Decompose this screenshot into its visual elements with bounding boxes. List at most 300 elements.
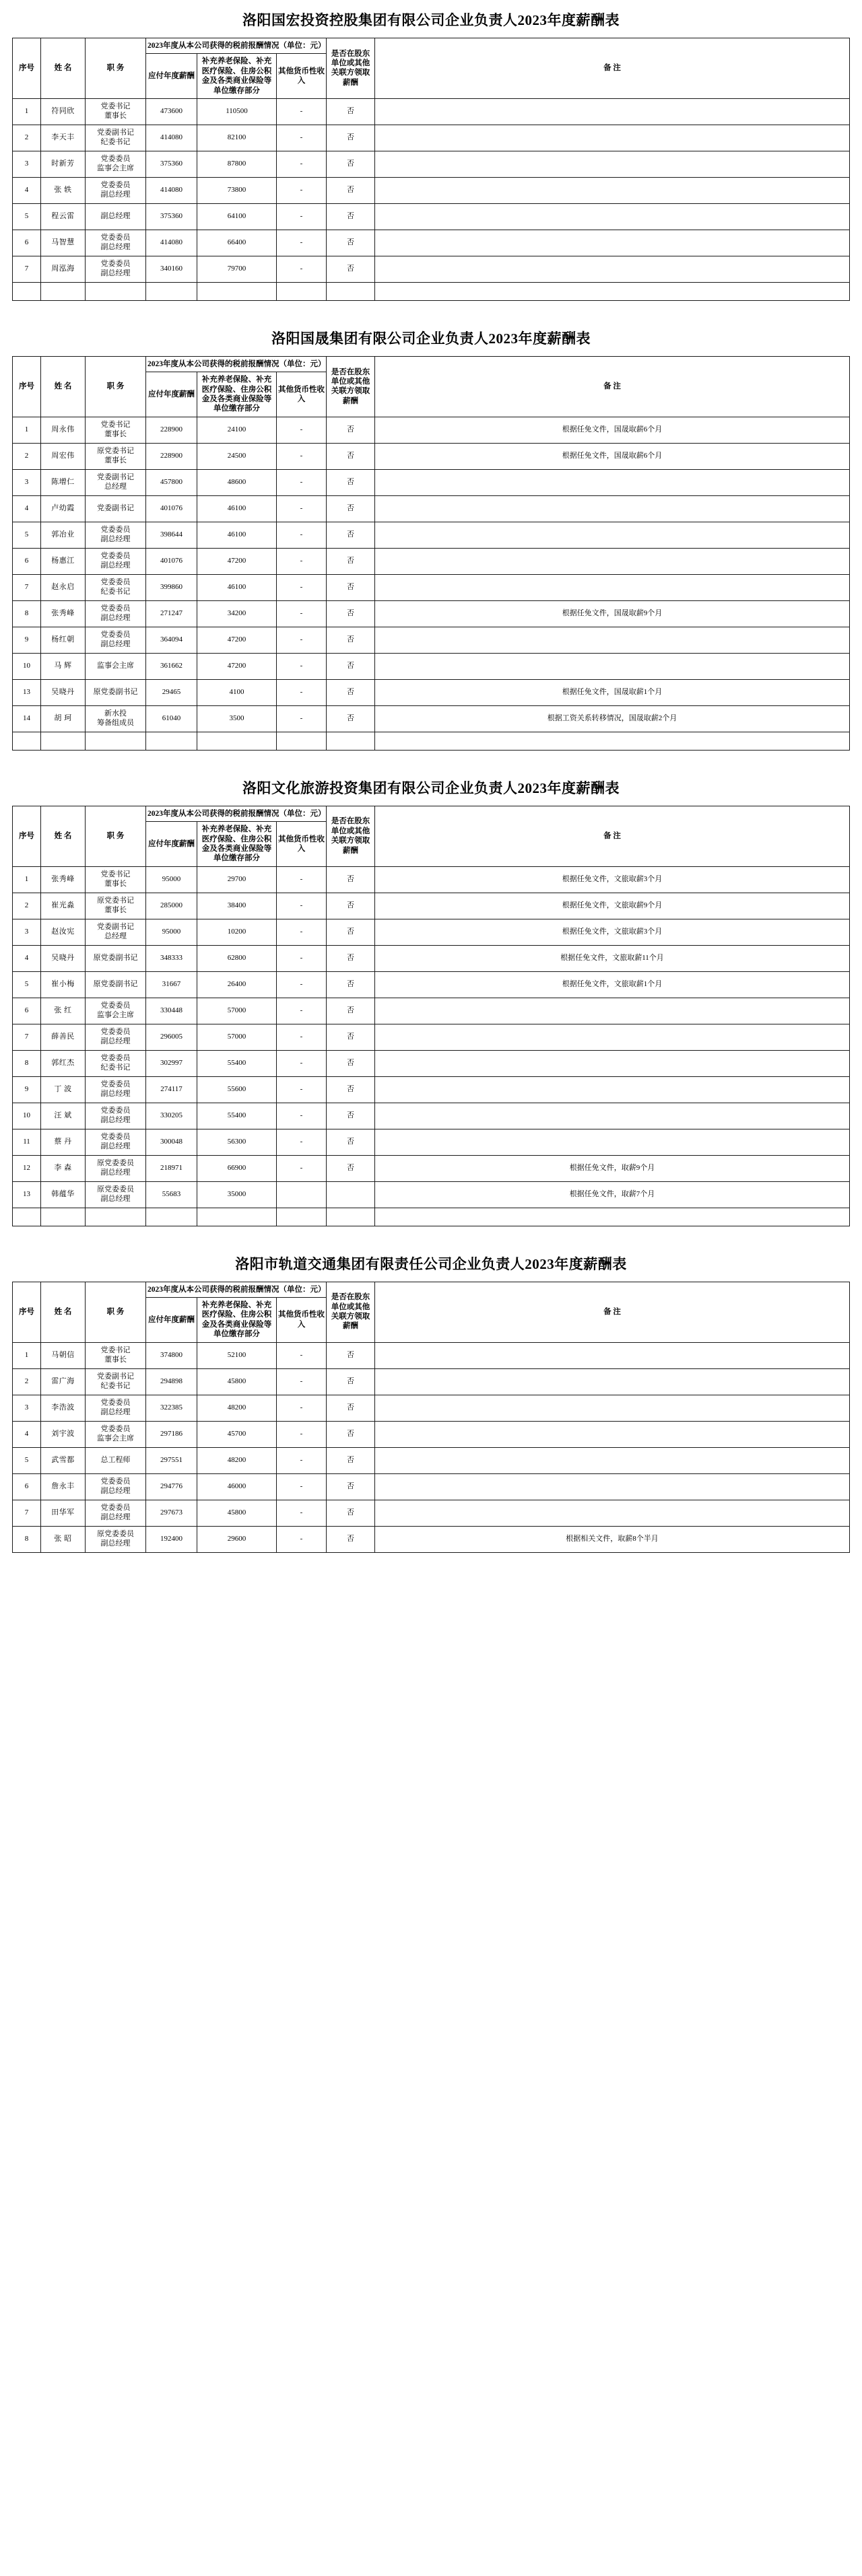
cell-shareholder-pay: 否 bbox=[327, 1447, 375, 1473]
cell-post: 党委委员 副总经理 bbox=[86, 1103, 146, 1129]
cell-other-income: - bbox=[277, 256, 327, 282]
cell-empty bbox=[197, 732, 277, 750]
cell-annual-pay: 457800 bbox=[146, 469, 197, 495]
col-header-note: 备 注 bbox=[375, 38, 850, 99]
cell-annual-pay: 348333 bbox=[146, 945, 197, 971]
cell-insurance: 24100 bbox=[197, 417, 277, 443]
table-row bbox=[13, 653, 850, 679]
cell-seq: 10 bbox=[13, 653, 41, 679]
cell-empty bbox=[327, 1208, 375, 1226]
col-header-insurance: 补充养老保险、补充医疗保险、住房公积金及各类商业保险等单位缴存部分 bbox=[197, 54, 277, 99]
salary-table bbox=[12, 1282, 850, 1553]
cell-annual-pay: 228900 bbox=[146, 417, 197, 443]
table-row bbox=[13, 151, 850, 177]
cell-name: 詹永丰 bbox=[41, 1473, 86, 1500]
cell-seq: 14 bbox=[13, 705, 41, 732]
cell-insurance: 34200 bbox=[197, 600, 277, 627]
cell-other-income: - bbox=[277, 1421, 327, 1447]
cell-name: 蔡 丹 bbox=[41, 1129, 86, 1155]
table-row bbox=[13, 866, 850, 893]
cell-shareholder-pay: 否 bbox=[327, 574, 375, 600]
cell-note bbox=[375, 98, 850, 125]
table-row bbox=[13, 1050, 850, 1076]
cell-shareholder-pay: 否 bbox=[327, 1395, 375, 1421]
cell-post: 党委委员 副总经理 bbox=[86, 1473, 146, 1500]
cell-insurance: 3500 bbox=[197, 705, 277, 732]
cell-other-income: - bbox=[277, 125, 327, 151]
table-row bbox=[13, 548, 850, 574]
cell-shareholder-pay: 否 bbox=[327, 1342, 375, 1368]
cell-name: 周永伟 bbox=[41, 417, 86, 443]
cell-seq: 7 bbox=[13, 256, 41, 282]
cell-shareholder-pay: 否 bbox=[327, 893, 375, 919]
cell-shareholder-pay: 否 bbox=[327, 203, 375, 230]
cell-insurance: 73800 bbox=[197, 177, 277, 203]
cell-insurance: 79700 bbox=[197, 256, 277, 282]
cell-name: 赵汝宪 bbox=[41, 919, 86, 945]
cell-post: 党委书记 董事长 bbox=[86, 417, 146, 443]
cell-post: 党委委员 副总经理 bbox=[86, 600, 146, 627]
cell-annual-pay: 414080 bbox=[146, 177, 197, 203]
cell-seq: 3 bbox=[13, 151, 41, 177]
cell-insurance: 55400 bbox=[197, 1050, 277, 1076]
table-row bbox=[13, 417, 850, 443]
col-header-shareholder-pay: 是否在股东单位或其他关联方领取薪酬 bbox=[327, 1282, 375, 1342]
cell-note bbox=[375, 1024, 850, 1050]
cell-annual-pay: 31667 bbox=[146, 971, 197, 998]
cell-insurance: 10200 bbox=[197, 919, 277, 945]
cell-post: 党委书记 董事长 bbox=[86, 98, 146, 125]
cell-shareholder-pay: 否 bbox=[327, 1421, 375, 1447]
table-header-row bbox=[13, 38, 850, 54]
cell-other-income bbox=[277, 1181, 327, 1208]
cell-other-income: - bbox=[277, 574, 327, 600]
cell-annual-pay: 61040 bbox=[146, 705, 197, 732]
cell-name: 赵永启 bbox=[41, 574, 86, 600]
cell-name: 马智慧 bbox=[41, 230, 86, 256]
table-empty-row bbox=[13, 282, 850, 300]
cell-seq: 8 bbox=[13, 1526, 41, 1552]
cell-seq: 4 bbox=[13, 1421, 41, 1447]
cell-note: 根据工资关系转移情况，国晟取薪2个月 bbox=[375, 705, 850, 732]
cell-insurance: 45800 bbox=[197, 1368, 277, 1395]
cell-shareholder-pay: 否 bbox=[327, 548, 375, 574]
cell-note bbox=[375, 203, 850, 230]
cell-shareholder-pay: 否 bbox=[327, 627, 375, 653]
cell-shareholder-pay: 否 bbox=[327, 125, 375, 151]
cell-post: 党委委员 副总经理 bbox=[86, 548, 146, 574]
cell-annual-pay: 473600 bbox=[146, 98, 197, 125]
table-row bbox=[13, 1473, 850, 1500]
salary-table-block bbox=[0, 768, 862, 1244]
col-header-annual-pay: 应付年度薪酬 bbox=[146, 372, 197, 417]
cell-seq: 1 bbox=[13, 866, 41, 893]
cell-post: 党委委员 副总经理 bbox=[86, 1129, 146, 1155]
cell-insurance: 47200 bbox=[197, 653, 277, 679]
cell-post: 党委委员 副总经理 bbox=[86, 230, 146, 256]
cell-note bbox=[375, 1473, 850, 1500]
cell-other-income: - bbox=[277, 705, 327, 732]
cell-name: 雷广海 bbox=[41, 1368, 86, 1395]
cell-name: 丁 波 bbox=[41, 1076, 86, 1103]
col-header-other-income: 其他货币性收入 bbox=[277, 372, 327, 417]
cell-shareholder-pay: 否 bbox=[327, 1076, 375, 1103]
cell-insurance: 52100 bbox=[197, 1342, 277, 1368]
cell-note bbox=[375, 469, 850, 495]
col-header-seq: 序号 bbox=[13, 1282, 41, 1342]
cell-seq: 5 bbox=[13, 971, 41, 998]
cell-name: 刘宇波 bbox=[41, 1421, 86, 1447]
col-header-insurance: 补充养老保险、补充医疗保险、住房公积金及各类商业保险等单位缴存部分 bbox=[197, 1298, 277, 1343]
cell-note bbox=[375, 177, 850, 203]
table-row bbox=[13, 443, 850, 469]
cell-annual-pay: 296005 bbox=[146, 1024, 197, 1050]
cell-seq: 7 bbox=[13, 1024, 41, 1050]
cell-seq: 3 bbox=[13, 919, 41, 945]
cell-post: 原党委副书记 bbox=[86, 971, 146, 998]
cell-post: 党委委员 监事会主席 bbox=[86, 998, 146, 1024]
cell-other-income: - bbox=[277, 1526, 327, 1552]
salary-table-block bbox=[0, 318, 862, 768]
table-row bbox=[13, 574, 850, 600]
cell-shareholder-pay: 否 bbox=[327, 998, 375, 1024]
table-row bbox=[13, 1421, 850, 1447]
cell-name: 周宏伟 bbox=[41, 443, 86, 469]
cell-note bbox=[375, 1368, 850, 1395]
cell-name: 武雪都 bbox=[41, 1447, 86, 1473]
cell-note bbox=[375, 1103, 850, 1129]
cell-note bbox=[375, 548, 850, 574]
table-row bbox=[13, 469, 850, 495]
table-row bbox=[13, 705, 850, 732]
cell-note bbox=[375, 1447, 850, 1473]
cell-name: 郭冶业 bbox=[41, 522, 86, 548]
cell-insurance: 57000 bbox=[197, 998, 277, 1024]
cell-annual-pay: 55683 bbox=[146, 1181, 197, 1208]
cell-annual-pay: 401076 bbox=[146, 548, 197, 574]
cell-insurance: 48600 bbox=[197, 469, 277, 495]
cell-note: 根据任免文件，取薪9个月 bbox=[375, 1155, 850, 1181]
cell-shareholder-pay: 否 bbox=[327, 600, 375, 627]
cell-annual-pay: 374800 bbox=[146, 1342, 197, 1368]
cell-seq: 9 bbox=[13, 627, 41, 653]
cell-annual-pay: 399860 bbox=[146, 574, 197, 600]
table-row bbox=[13, 1129, 850, 1155]
cell-insurance: 48200 bbox=[197, 1447, 277, 1473]
salary-table-block bbox=[0, 0, 862, 318]
table-row bbox=[13, 971, 850, 998]
cell-annual-pay: 297673 bbox=[146, 1500, 197, 1526]
cell-other-income: - bbox=[277, 469, 327, 495]
cell-note bbox=[375, 627, 850, 653]
table-row bbox=[13, 203, 850, 230]
cell-note: 根据任免文件，取薪7个月 bbox=[375, 1181, 850, 1208]
cell-other-income: - bbox=[277, 1342, 327, 1368]
salary-table bbox=[12, 38, 850, 301]
table-row bbox=[13, 919, 850, 945]
cell-other-income: - bbox=[277, 600, 327, 627]
col-header-other-income: 其他货币性收入 bbox=[277, 822, 327, 867]
table-row bbox=[13, 1342, 850, 1368]
cell-annual-pay: 297186 bbox=[146, 1421, 197, 1447]
cell-other-income: - bbox=[277, 1050, 327, 1076]
cell-post: 原党委副书记 bbox=[86, 679, 146, 705]
cell-other-income: - bbox=[277, 1076, 327, 1103]
cell-post: 党委委员 副总经理 bbox=[86, 177, 146, 203]
cell-other-income: - bbox=[277, 866, 327, 893]
table-row bbox=[13, 1181, 850, 1208]
cell-insurance: 45700 bbox=[197, 1421, 277, 1447]
cell-insurance: 57000 bbox=[197, 1024, 277, 1050]
cell-insurance: 38400 bbox=[197, 893, 277, 919]
col-header-other-income: 其他货币性收入 bbox=[277, 54, 327, 99]
col-header-note: 备 注 bbox=[375, 1282, 850, 1342]
cell-post: 党委委员 副总经理 bbox=[86, 627, 146, 653]
cell-name: 张 轶 bbox=[41, 177, 86, 203]
col-header-seq: 序号 bbox=[13, 38, 41, 99]
cell-post: 党委委员 监事会主席 bbox=[86, 1421, 146, 1447]
cell-empty bbox=[41, 732, 86, 750]
cell-shareholder-pay: 否 bbox=[327, 1155, 375, 1181]
cell-note bbox=[375, 1421, 850, 1447]
cell-empty bbox=[375, 1208, 850, 1226]
cell-shareholder-pay: 否 bbox=[327, 971, 375, 998]
cell-seq: 11 bbox=[13, 1129, 41, 1155]
cell-other-income: - bbox=[277, 627, 327, 653]
table-row bbox=[13, 893, 850, 919]
cell-seq: 4 bbox=[13, 495, 41, 522]
cell-seq: 1 bbox=[13, 417, 41, 443]
cell-seq: 13 bbox=[13, 1181, 41, 1208]
cell-seq: 12 bbox=[13, 1155, 41, 1181]
cell-empty bbox=[146, 282, 197, 300]
cell-name: 周泓海 bbox=[41, 256, 86, 282]
cell-note bbox=[375, 1395, 850, 1421]
table-title: 洛阳文化旅游投资集团有限公司企业负责人2023年度薪酬表 bbox=[242, 779, 620, 796]
cell-annual-pay: 361662 bbox=[146, 653, 197, 679]
cell-shareholder-pay: 否 bbox=[327, 230, 375, 256]
cell-name: 马 辉 bbox=[41, 653, 86, 679]
cell-shareholder-pay: 否 bbox=[327, 866, 375, 893]
cell-seq: 5 bbox=[13, 203, 41, 230]
cell-empty bbox=[41, 282, 86, 300]
cell-insurance: 47200 bbox=[197, 548, 277, 574]
cell-seq: 9 bbox=[13, 1076, 41, 1103]
cell-shareholder-pay: 否 bbox=[327, 919, 375, 945]
cell-annual-pay: 322385 bbox=[146, 1395, 197, 1421]
cell-insurance: 47200 bbox=[197, 627, 277, 653]
col-header-shareholder-pay: 是否在股东单位或其他关联方领取薪酬 bbox=[327, 806, 375, 866]
cell-other-income: - bbox=[277, 1103, 327, 1129]
cell-post: 总工程师 bbox=[86, 1447, 146, 1473]
cell-other-income: - bbox=[277, 679, 327, 705]
cell-name: 吴晓丹 bbox=[41, 679, 86, 705]
table-gap bbox=[12, 751, 850, 768]
cell-note bbox=[375, 653, 850, 679]
col-header-name: 姓 名 bbox=[41, 356, 86, 417]
cell-annual-pay: 95000 bbox=[146, 866, 197, 893]
cell-other-income: - bbox=[277, 653, 327, 679]
cell-insurance: 46100 bbox=[197, 495, 277, 522]
table-row bbox=[13, 495, 850, 522]
cell-other-income: - bbox=[277, 998, 327, 1024]
cell-empty bbox=[197, 282, 277, 300]
cell-shareholder-pay: 否 bbox=[327, 151, 375, 177]
cell-insurance: 48200 bbox=[197, 1395, 277, 1421]
col-header-note: 备 注 bbox=[375, 806, 850, 866]
cell-seq: 3 bbox=[13, 1395, 41, 1421]
cell-name: 李 森 bbox=[41, 1155, 86, 1181]
cell-other-income: - bbox=[277, 1024, 327, 1050]
cell-post: 党委委员 副总经理 bbox=[86, 1395, 146, 1421]
table-row bbox=[13, 1526, 850, 1552]
cell-shareholder-pay: 否 bbox=[327, 443, 375, 469]
cell-other-income: - bbox=[277, 495, 327, 522]
cell-empty bbox=[146, 1208, 197, 1226]
cell-name: 符同欣 bbox=[41, 98, 86, 125]
cell-other-income: - bbox=[277, 945, 327, 971]
table-row bbox=[13, 627, 850, 653]
col-header-annual-pay: 应付年度薪酬 bbox=[146, 822, 197, 867]
cell-annual-pay: 192400 bbox=[146, 1526, 197, 1552]
cell-seq: 4 bbox=[13, 945, 41, 971]
col-header-post: 职 务 bbox=[86, 356, 146, 417]
cell-annual-pay: 340160 bbox=[146, 256, 197, 282]
cell-seq: 4 bbox=[13, 177, 41, 203]
cell-annual-pay: 330205 bbox=[146, 1103, 197, 1129]
cell-annual-pay: 414080 bbox=[146, 230, 197, 256]
cell-shareholder-pay: 否 bbox=[327, 653, 375, 679]
cell-name: 胡 珂 bbox=[41, 705, 86, 732]
cell-annual-pay: 375360 bbox=[146, 151, 197, 177]
cell-shareholder-pay: 否 bbox=[327, 705, 375, 732]
cell-note bbox=[375, 1050, 850, 1076]
cell-insurance: 46100 bbox=[197, 522, 277, 548]
cell-note bbox=[375, 1500, 850, 1526]
salary-table bbox=[12, 356, 850, 751]
cell-shareholder-pay: 否 bbox=[327, 1024, 375, 1050]
cell-annual-pay: 364094 bbox=[146, 627, 197, 653]
cell-empty bbox=[41, 1208, 86, 1226]
cell-note: 根据任免文件，文旅取薪11个月 bbox=[375, 945, 850, 971]
cell-annual-pay: 218971 bbox=[146, 1155, 197, 1181]
table-row bbox=[13, 177, 850, 203]
cell-shareholder-pay: 否 bbox=[327, 98, 375, 125]
table-row bbox=[13, 98, 850, 125]
cell-other-income: - bbox=[277, 1395, 327, 1421]
cell-empty bbox=[327, 282, 375, 300]
table-empty-row bbox=[13, 732, 850, 750]
cell-note bbox=[375, 574, 850, 600]
cell-shareholder-pay: 否 bbox=[327, 679, 375, 705]
col-header-post: 职 务 bbox=[86, 1282, 146, 1342]
cell-post: 党委委员 副总经理 bbox=[86, 1500, 146, 1526]
cell-annual-pay: 294776 bbox=[146, 1473, 197, 1500]
cell-post: 副总经理 bbox=[86, 203, 146, 230]
cell-empty bbox=[13, 732, 41, 750]
cell-annual-pay: 271247 bbox=[146, 600, 197, 627]
cell-seq: 6 bbox=[13, 230, 41, 256]
cell-insurance: 110500 bbox=[197, 98, 277, 125]
cell-name: 程云雷 bbox=[41, 203, 86, 230]
cell-seq: 5 bbox=[13, 522, 41, 548]
col-header-seq: 序号 bbox=[13, 806, 41, 866]
col-header-shareholder-pay: 是否在股东单位或其他关联方领取薪酬 bbox=[327, 38, 375, 99]
col-header-pretax-group: 2023年度从本公司获得的税前报酬情况（单位：元） bbox=[146, 38, 327, 54]
cell-note bbox=[375, 522, 850, 548]
cell-shareholder-pay: 否 bbox=[327, 256, 375, 282]
cell-name: 张 昭 bbox=[41, 1526, 86, 1552]
table-row bbox=[13, 1024, 850, 1050]
cell-seq: 6 bbox=[13, 998, 41, 1024]
table-header-row bbox=[13, 806, 850, 821]
cell-seq: 1 bbox=[13, 1342, 41, 1368]
cell-note bbox=[375, 1129, 850, 1155]
cell-insurance: 66400 bbox=[197, 230, 277, 256]
table-row bbox=[13, 945, 850, 971]
cell-insurance: 29700 bbox=[197, 866, 277, 893]
cell-empty bbox=[277, 732, 327, 750]
cell-insurance: 56300 bbox=[197, 1129, 277, 1155]
cell-other-income: - bbox=[277, 417, 327, 443]
cell-name: 张 红 bbox=[41, 998, 86, 1024]
cell-post: 党委委员 纪委书记 bbox=[86, 1050, 146, 1076]
cell-shareholder-pay: 否 bbox=[327, 522, 375, 548]
cell-name: 田华军 bbox=[41, 1500, 86, 1526]
cell-other-income: - bbox=[277, 230, 327, 256]
cell-post: 党委委员 副总经理 bbox=[86, 1076, 146, 1103]
cell-seq: 8 bbox=[13, 600, 41, 627]
cell-post: 原党委委员 副总经理 bbox=[86, 1155, 146, 1181]
col-header-name: 姓 名 bbox=[41, 806, 86, 866]
cell-shareholder-pay: 否 bbox=[327, 1473, 375, 1500]
cell-empty bbox=[86, 732, 146, 750]
cell-name: 时新芳 bbox=[41, 151, 86, 177]
cell-annual-pay: 285000 bbox=[146, 893, 197, 919]
cell-name: 崔小梅 bbox=[41, 971, 86, 998]
cell-empty bbox=[146, 732, 197, 750]
cell-shareholder-pay: 否 bbox=[327, 1050, 375, 1076]
cell-post: 党委副书记 纪委书记 bbox=[86, 1368, 146, 1395]
cell-name: 薛善民 bbox=[41, 1024, 86, 1050]
cell-post: 党委委员 副总经理 bbox=[86, 1024, 146, 1050]
cell-note bbox=[375, 495, 850, 522]
cell-post: 原党委书记 董事长 bbox=[86, 893, 146, 919]
cell-insurance: 87800 bbox=[197, 151, 277, 177]
cell-shareholder-pay: 否 bbox=[327, 945, 375, 971]
cell-seq: 2 bbox=[13, 893, 41, 919]
col-header-insurance: 补充养老保险、补充医疗保险、住房公积金及各类商业保险等单位缴存部分 bbox=[197, 372, 277, 417]
cell-empty bbox=[86, 282, 146, 300]
cell-name: 李天丰 bbox=[41, 125, 86, 151]
cell-annual-pay: 300048 bbox=[146, 1129, 197, 1155]
cell-annual-pay: 297551 bbox=[146, 1447, 197, 1473]
cell-name: 马朝信 bbox=[41, 1342, 86, 1368]
col-header-pretax-group: 2023年度从本公司获得的税前报酬情况（单位：元） bbox=[146, 1282, 327, 1297]
table-header-row bbox=[13, 356, 850, 372]
cell-insurance: 66900 bbox=[197, 1155, 277, 1181]
cell-shareholder-pay: 否 bbox=[327, 177, 375, 203]
table-gap bbox=[12, 1226, 850, 1244]
col-header-pretax-group: 2023年度从本公司获得的税前报酬情况（单位：元） bbox=[146, 806, 327, 821]
col-header-shareholder-pay: 是否在股东单位或其他关联方领取薪酬 bbox=[327, 356, 375, 417]
cell-post: 党委书记 董事长 bbox=[86, 866, 146, 893]
cell-insurance: 46000 bbox=[197, 1473, 277, 1500]
cell-shareholder-pay: 否 bbox=[327, 1129, 375, 1155]
cell-seq: 13 bbox=[13, 679, 41, 705]
salary-table-block bbox=[0, 1244, 862, 1553]
cell-annual-pay: 294898 bbox=[146, 1368, 197, 1395]
